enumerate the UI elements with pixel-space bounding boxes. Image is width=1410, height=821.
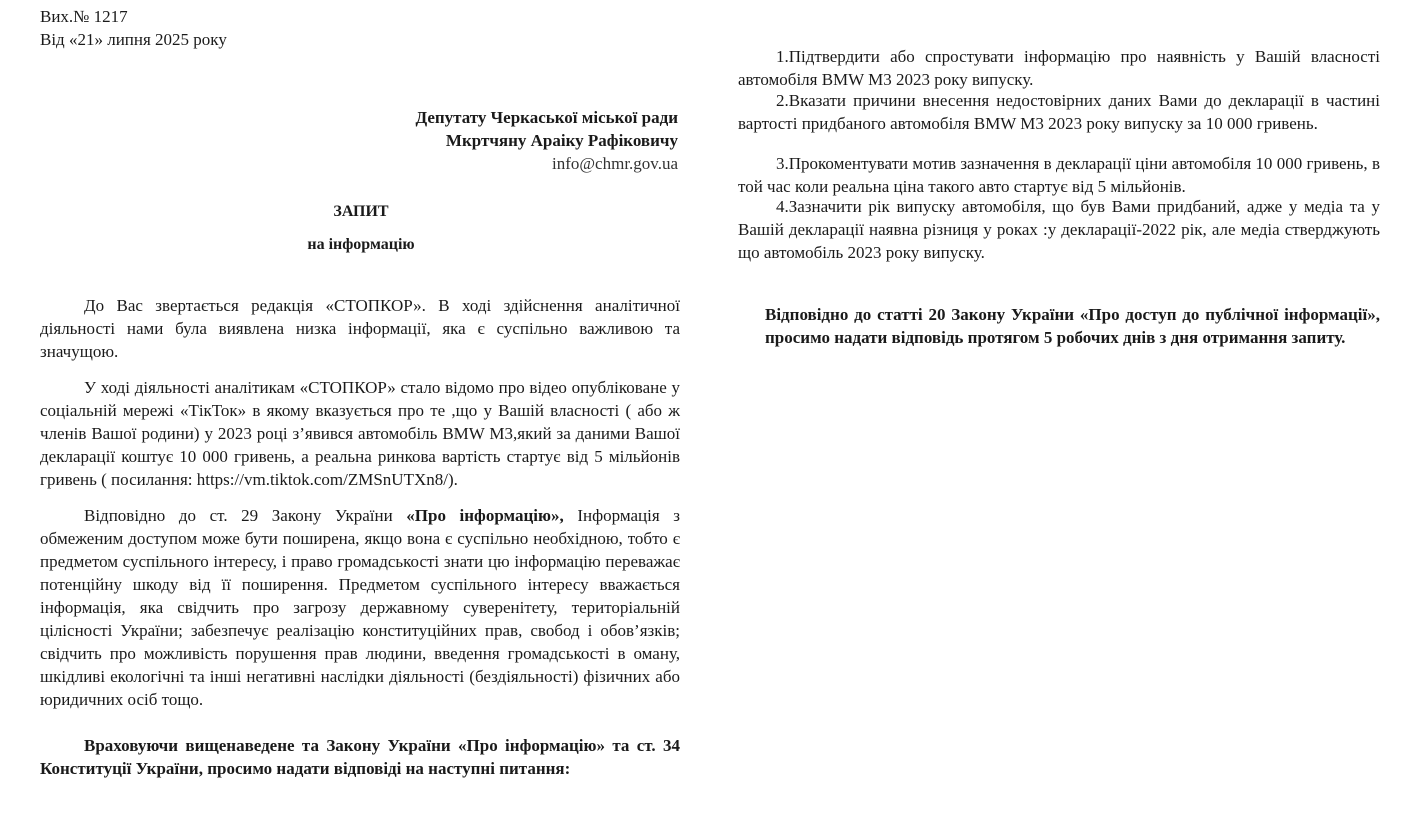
recipient-email: info@chmr.gov.ua — [552, 154, 678, 173]
right-page — [738, 0, 1382, 821]
question-1: 1.Підтвердити або спростувати інформацію про наявність у Вашій власності автомобіля BMW M3 2023 року випуску. — [738, 47, 1380, 89]
left-page — [40, 0, 682, 821]
document-title — [40, 200, 682, 256]
question-3: 3.Прокоментувати мотив зазначення в декларації ціни автомобіля 10 000 гривень, в той час коли реальна ціна такого авто стартує від 5 мільйонів. — [738, 154, 1380, 196]
paragraph-legal-start: Відповідно до ст. 29 Закону України — [84, 506, 407, 525]
paragraph-intro: До Вас звертається редакція «СТОПКОР». В ході здійснення аналітичної діяльності нами була виявлена низка інформації, яка є суспільно важливою та значущою. — [40, 296, 680, 361]
paragraph-context: У ході діяльності аналітикам «СТОПКОР» стало відомо про відео опубліковане у соціальній мережі «ТікТок» в якому вказується про те ,що у Вашій власності ( або ж членів Вашої родини) у 2023 році з’явився автомобіль BMW M3,який за даними Вашої декларації коштує 10 000 гривень, а реальна ринкова вартість стартує від 5 мільйонів гривень ( посилання: https://vm.tiktok.com/ZMSnUTXn8/). — [40, 378, 680, 489]
law-name: «Про інформацію», — [406, 506, 564, 525]
outgoing-date: Від «21» липня 2025 року — [40, 30, 227, 49]
question-2: 2.Вказати причини внесення недостовірних даних Вами до декларації в частині вартості придбаного автомобіля BMW M3 2023 року випуску за 10 000 гривень. — [738, 91, 1380, 133]
final-request: Відповідно до статті 20 Закону України «Про доступ до публічної інформації», просимо надати відповідь протягом 5 робочих днів з дня отримання запиту. — [765, 305, 1380, 347]
recipient-position: Депутату Черкаської міської ради — [415, 108, 678, 127]
title-sub: на інформацію — [307, 236, 415, 253]
question-4: 4.Зазначити рік випуску автомобіля, що був Вами придбаний, адже у медіа та у Вашій декларації наявна різниця у роках :у декларації-2022 рік, але медіа стверджують що автомобіль 2023 року випуску. — [738, 197, 1380, 262]
outgoing-header — [40, 5, 440, 51]
paragraph-request-intro: Враховуючи вищенаведене та Закону України «Про інформацію» та ст. 34 Конституції України, просимо надати відповіді на наступні питання: — [40, 736, 680, 778]
recipient-block — [178, 106, 678, 175]
title-main: ЗАПИТ — [333, 203, 389, 220]
recipient-name: Мкртчяну Араіку Рафіковичу — [445, 131, 678, 150]
paragraph-legal-rest: Інформація з обмеженим доступом може бути поширена, якщо вона є суспільно необхідною, тобто є предметом суспільного інтересу, і право громадськості знати цю інформацію переважає потенційну шкоду від її поширення. Предметом суспільного інтересу вважається інформація, яка свідчить про загрозу державному суверенітету, територіальній цілісності України; забезпечує реалізацію конституційних прав, свобод і обов’язків; свідчить про можливість порушення прав людини, введення громадськості в оману, шкідливі екологічні та інші негативні наслідки діяльності (бездіяльності) фізичних або юридичних осіб тощо. — [40, 506, 680, 709]
outgoing-number: Вих.№ 1217 — [40, 7, 128, 26]
paragraph-legal-basis — [40, 504, 680, 711]
